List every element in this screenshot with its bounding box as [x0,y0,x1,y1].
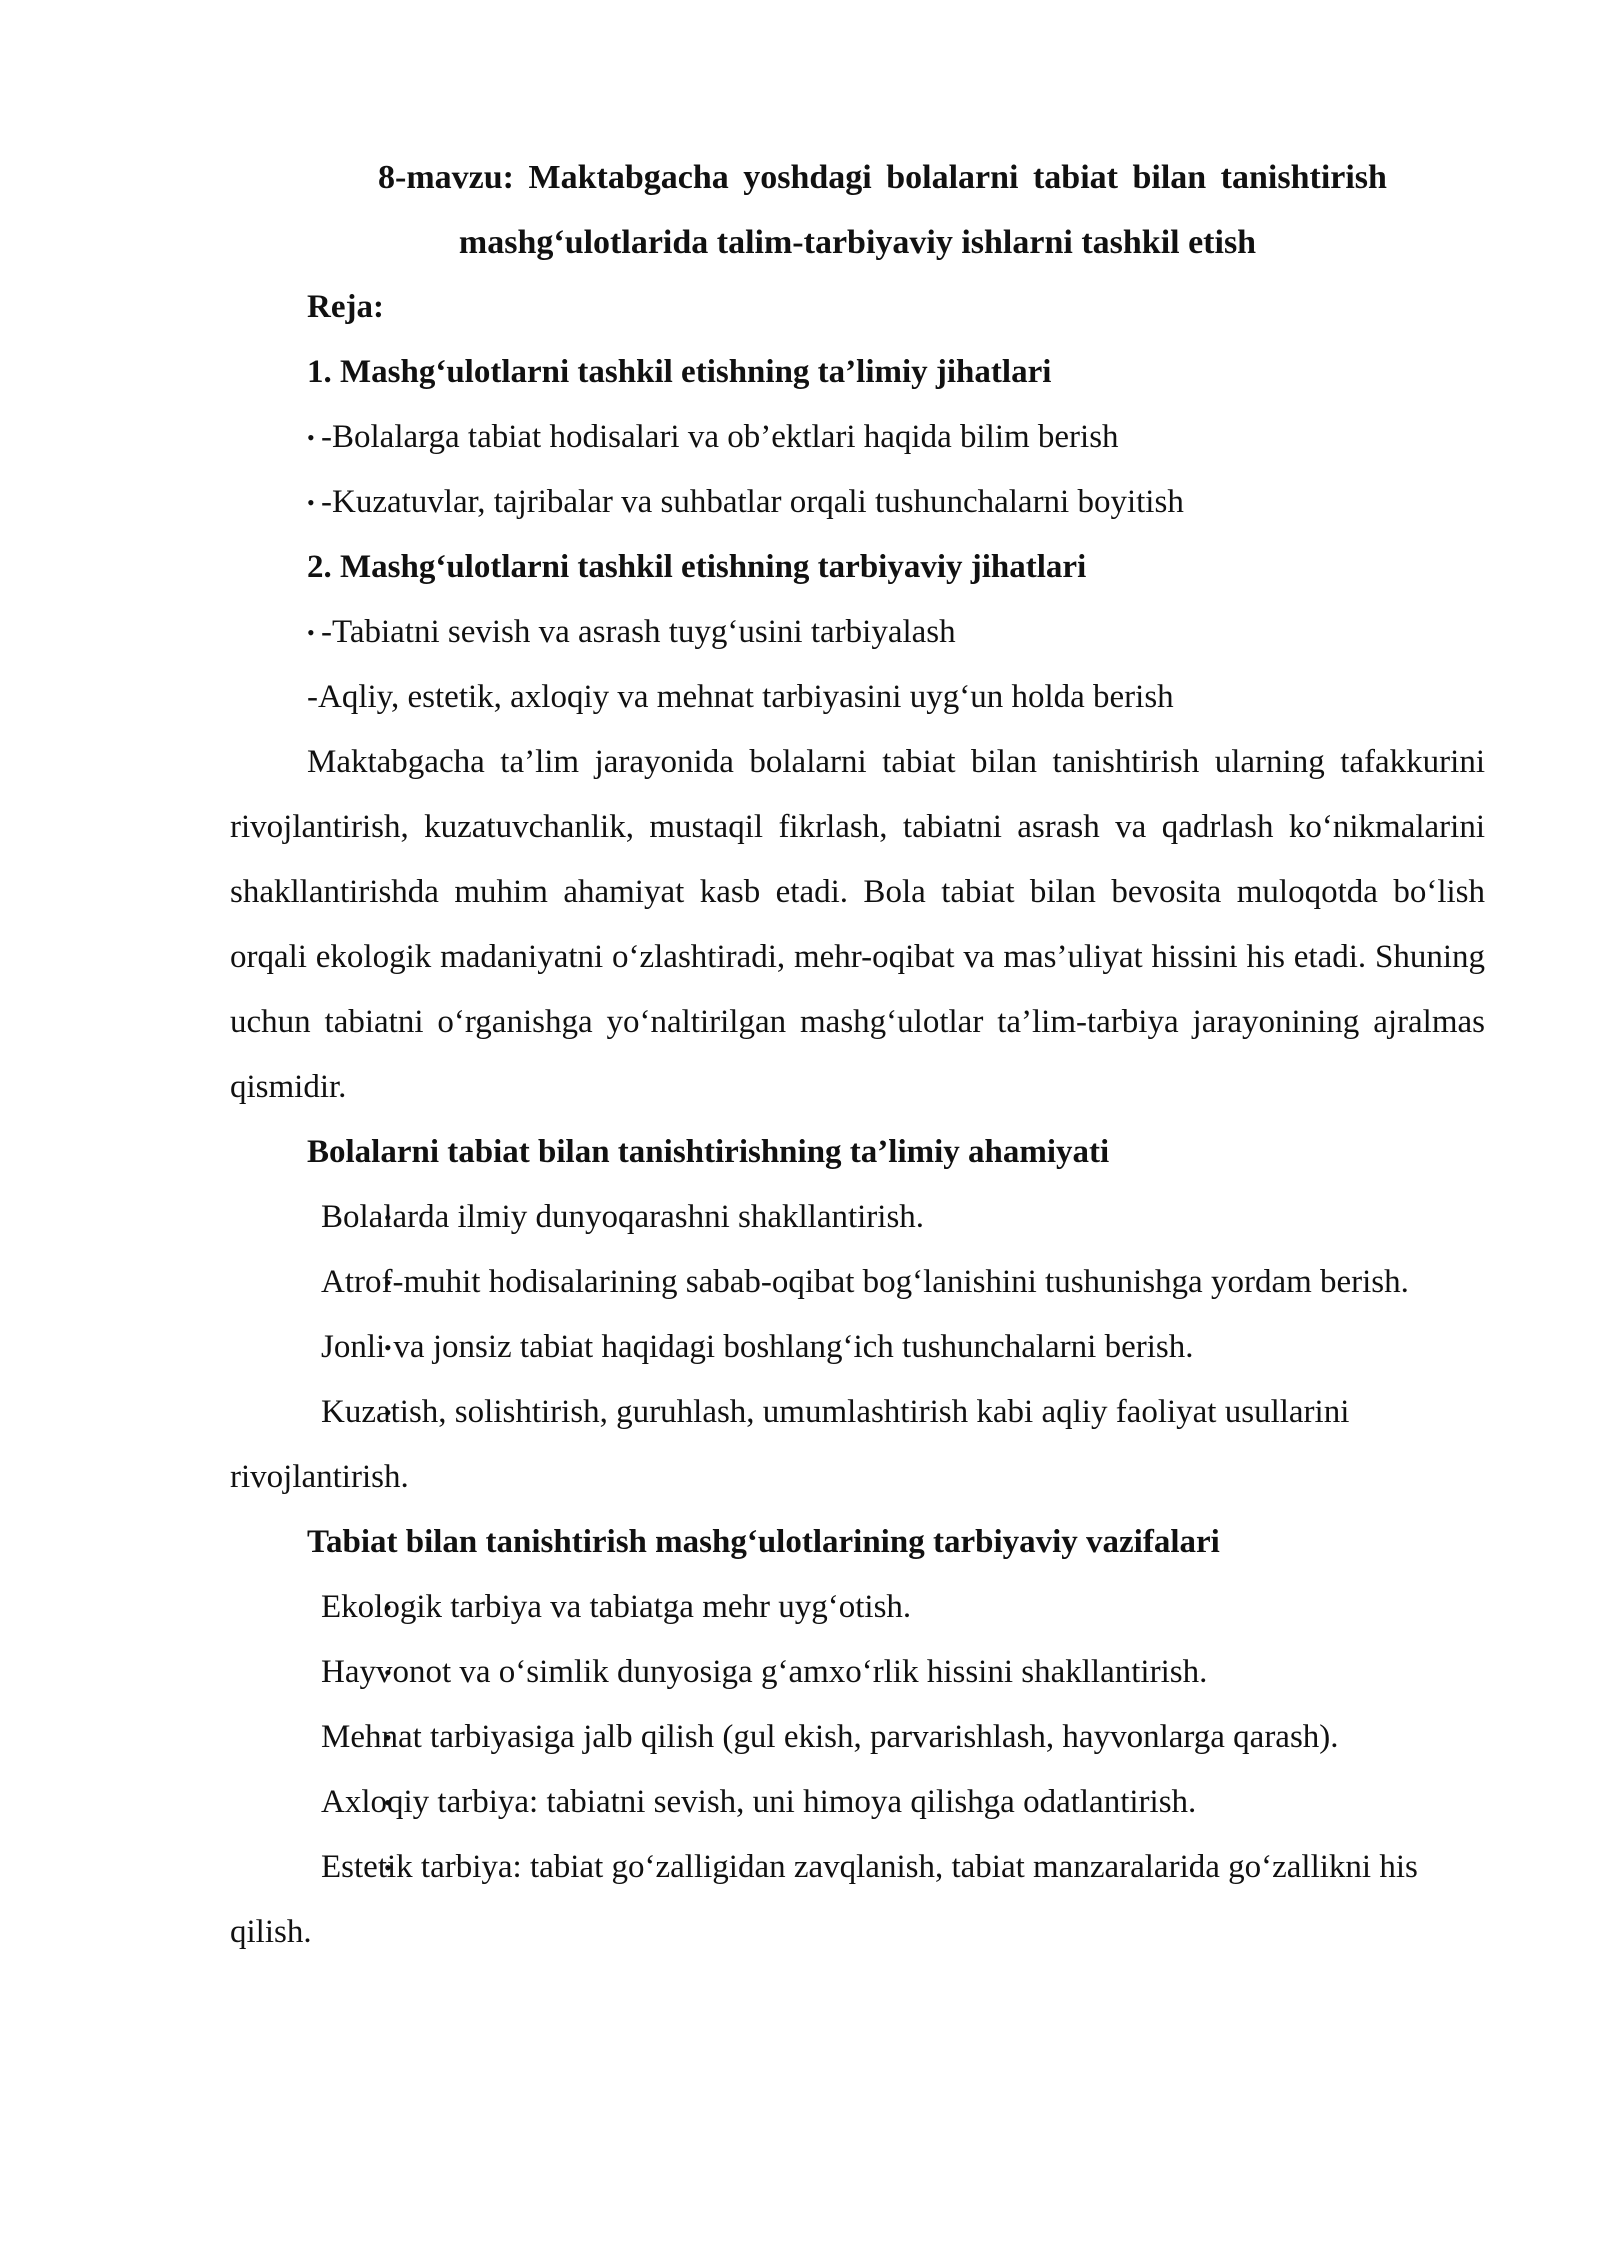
plan-section-2-item: -Aqliy, estetik, axloqiy va mehnat tarbiyasini uyg‘un holda berish [307,679,1174,715]
title-line-2: mashg‘ulotlarida talim-tarbiyaviy ishlarni tashkil etish [458,224,1257,261]
upbringing-tasks-heading: Tabiat bilan tanishtirish mashg‘ulotlarining tarbiyaviy vazifalari [307,1524,1220,1560]
educational-item-text: Atrof-muhit hodisalarining sabab-oqibat bog‘lanishini tushunishga yordam berish. [321,1264,1409,1300]
upbringing-item-text: Mehnat tarbiyasiga jalb qilish (gul ekish, parvarishlash, hayvonlarga qarash). [321,1719,1339,1755]
title-line-1: 8-mavzu: Maktabgacha yoshdagi bolalarni tabiat bilan tanishtirish [378,159,1387,196]
educational-item [230,1315,1485,1380]
bullet-icon [307,1654,321,1690]
plan-label: Reja: [307,289,384,325]
upbringing-item-text: Ekologik tarbiya va tabiatga mehr uyg‘otish. [321,1589,912,1625]
bullet-icon [307,1394,321,1430]
bullet-icon [307,1784,321,1820]
plan-section-2: 2. Mashg‘ulotlarni tashkil etishning tarbiyaviy jihatlari [307,549,1087,585]
plan-section-2-item: • -Tabiatni sevish va asrash tuyg‘usini tarbiyalash [230,600,1485,665]
upbringing-item [230,1770,1485,1835]
educational-item-text: Bolalarda ilmiy dunyoqarashni shakllantirish. [321,1199,925,1235]
plan-section-1-item: • -Kuzatuvlar, tajribalar va suhbatlar orqali tushunchalarni boyitish [230,470,1485,535]
educational-item-text: Jonli va jonsiz tabiat haqidagi boshlang‘ich tushunchalarni berish. [321,1329,1194,1365]
document-title [230,145,1485,275]
bullet-icon [307,1329,321,1365]
educational-significance-heading: Bolalarni tabiat bilan tanishtirishning ta’limiy ahamiyati [307,1134,1110,1170]
upbringing-item [230,1640,1485,1705]
upbringing-item-text: Axloqiy tarbiya: tabiatni sevish, uni himoya qilishga odatlantirish. [321,1784,1197,1820]
upbringing-item-text: Estetik tarbiya: tabiat go‘zalligidan zavqlanish, tabiat manzaralarida go‘zallikni his qilish. [230,1849,1418,1950]
bullet-icon [307,1264,321,1300]
bullet-icon [307,1589,321,1625]
upbringing-item [230,1835,1485,1965]
bullet-icon [307,1719,321,1755]
bullet-icon [307,1199,321,1235]
educational-item [230,1380,1485,1510]
upbringing-item-text: Hayvonot va o‘simlik dunyosiga g‘amxo‘rlik hissini shakllantirish. [321,1654,1208,1690]
document-page [230,145,1485,1965]
upbringing-item [230,1705,1485,1770]
bullet-icon [307,1849,321,1885]
intro-paragraph: Maktabgacha ta’lim jarayonida bolalarni tabiat bilan tanishtirish ularning tafakkurini rivojlantirish, kuzatuvchanlik, mustaqil fikrlash, tabiatni asrash va qadrlash ko‘nikmalarini shakllantirishda muhim ahamiyat kasb etadi. Bola tabiat bilan bevosita muloqotda bo‘lish orqali ekologik madaniyatni o‘zlashtiradi, mehr-oqibat va mas’uliyat hissini his etadi. Shuning uchun tabiatni o‘rganishga yo‘naltirilgan mashg‘ulotlar ta’lim-tarbiya jarayonining ajralmas qismidir. [230,744,1485,1105]
educational-item-text: Kuzatish, solishtirish, guruhlash, umumlashtirish kabi aqliy faoliyat usullarini rivojlantirish. [230,1394,1350,1495]
educational-item [230,1250,1485,1315]
upbringing-item [230,1575,1485,1640]
plan-section-1-item: • -Bolalarga tabiat hodisalari va ob’ektlari haqida bilim berish [230,405,1485,470]
plan-section-1: 1. Mashg‘ulotlarni tashkil etishning ta’limiy jihatlari [307,354,1052,390]
educational-item [230,1185,1485,1250]
